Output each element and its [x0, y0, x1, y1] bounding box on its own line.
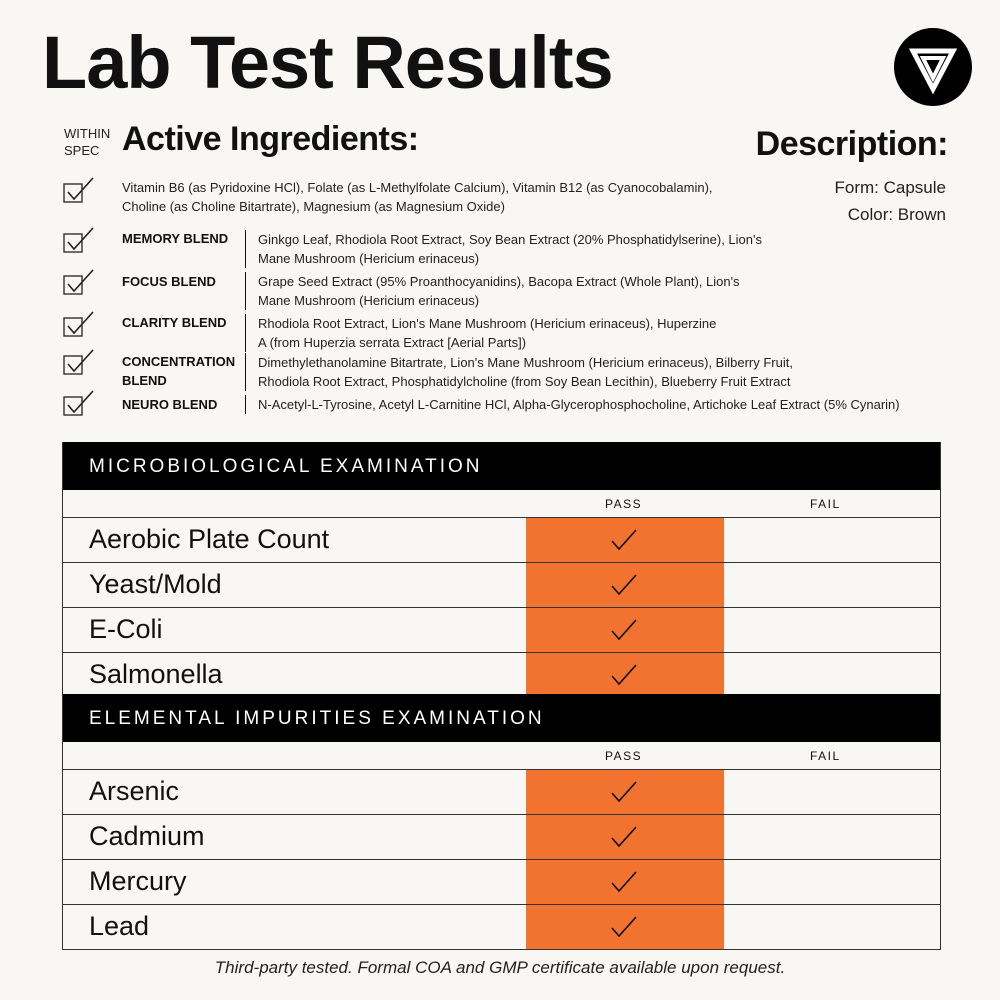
description-color: Color: Brown — [847, 205, 946, 224]
pass-cell — [526, 770, 724, 814]
within-spec-label: WITHIN SPEC — [64, 126, 111, 158]
checkmark-icon — [610, 870, 638, 894]
row-label: Mercury — [89, 866, 187, 896]
checked-box-icon — [63, 389, 95, 417]
pass-cell — [526, 905, 724, 949]
elemental-heading: ELEMENTAL IMPURITIES EXAMINATION — [63, 694, 940, 742]
brand-logo-icon — [894, 28, 972, 106]
checkmark-icon — [610, 618, 638, 642]
elemental-table — [62, 694, 941, 950]
footer-note: Third-party tested. Formal COA and GMP certificate available upon request. — [214, 958, 786, 977]
blend-name: CONCENTRATION BLEND — [122, 354, 236, 388]
pass-cell — [526, 563, 724, 607]
checkmark-icon — [610, 825, 638, 849]
blend-ingredients: Grape Seed Extract (95% Proanthocyanidins), Bacopa Extract (Whole Plant), Lion's Mane Mushroom (Hericium erinaceus) — [245, 272, 740, 310]
base-ingredients: Vitamin B6 (as Pyridoxine HCl), Folate (as L-Methylfolate Calcium), Vitamin B12 (as Cyanocobalamin), Choline (as Choline Bitartrate), Magnesium (as Magnesium Oxide) — [122, 180, 713, 214]
column-header-row — [63, 742, 940, 770]
blend-ingredients: Dimethylethanolamine Bitartrate, Lion's Mane Mushroom (Hericium erinaceus), Bilberry Fruit, Rhodiola Root Extract, Phosphatidylcholine (from Soy Bean Lecithin), Blueberry Fruit Extract — [245, 353, 793, 391]
microbiological-table — [62, 442, 941, 697]
row-label: Aerobic Plate Count — [89, 524, 330, 554]
checked-box-icon — [63, 268, 95, 296]
blend-ingredients: Rhodiola Root Extract, Lion's Mane Mushroom (Hericium erinaceus), Huperzine A (from Huperzia serrata Extract [Aerial Parts]) — [245, 314, 716, 352]
pass-cell — [526, 608, 724, 652]
pass-cell — [526, 815, 724, 859]
checkmark-icon — [610, 528, 638, 552]
row-label: Yeast/Mold — [89, 569, 222, 599]
blend-name: MEMORY BLEND — [122, 231, 229, 246]
blend-ingredients: N-Acetyl-L-Tyrosine, Acetyl L-Carnitine HCl, Alpha-Glycerophosphocholine, Artichoke Leaf Extract (5% Cynarin) — [245, 395, 900, 414]
pass-cell — [526, 860, 724, 904]
checkmark-icon — [610, 663, 638, 687]
table-row — [63, 905, 940, 949]
row-label: E-Coli — [89, 614, 163, 644]
blend-name: FOCUS BLEND — [122, 274, 216, 289]
checkmark-icon — [610, 915, 638, 939]
pass-cell — [526, 518, 724, 562]
blend-ingredients: Ginkgo Leaf, Rhodiola Root Extract, Soy Bean Extract (20% Phosphatidylserine), Lion's Mane Mushroom (Hericium erinaceus) — [245, 230, 762, 268]
blend-name: CLARITY BLEND — [122, 315, 227, 330]
fail-column-header: FAIL — [810, 749, 841, 763]
table-row — [63, 815, 940, 860]
description-heading: Description: — [755, 125, 948, 163]
checkmark-icon — [610, 573, 638, 597]
description-form: Form: Capsule — [834, 178, 946, 197]
table-row — [63, 860, 940, 905]
pass-column-header: PASS — [605, 497, 643, 511]
microbiological-heading: MICROBIOLOGICAL EXAMINATION — [63, 442, 940, 490]
table-row — [63, 653, 940, 697]
row-label: Cadmium — [89, 821, 205, 851]
checked-box-icon — [63, 226, 95, 254]
table-row — [63, 770, 940, 815]
fail-column-header: FAIL — [810, 497, 841, 511]
page-title: Lab Test Results — [42, 21, 613, 104]
checked-box-icon — [63, 310, 95, 338]
checked-box-icon — [63, 348, 95, 376]
blend-name: NEURO BLEND — [122, 397, 218, 412]
row-label: Arsenic — [89, 776, 180, 806]
checkmark-icon — [610, 780, 638, 804]
pass-cell — [526, 653, 724, 697]
pass-column-header: PASS — [605, 749, 643, 763]
table-row — [63, 563, 940, 608]
column-header-row — [63, 490, 940, 518]
table-row — [63, 518, 940, 563]
row-label: Lead — [89, 911, 150, 941]
row-label: Salmonella — [89, 659, 223, 689]
checked-box-icon — [63, 176, 95, 204]
active-ingredients-heading: Active Ingredients: — [122, 120, 419, 158]
table-row — [63, 608, 940, 653]
